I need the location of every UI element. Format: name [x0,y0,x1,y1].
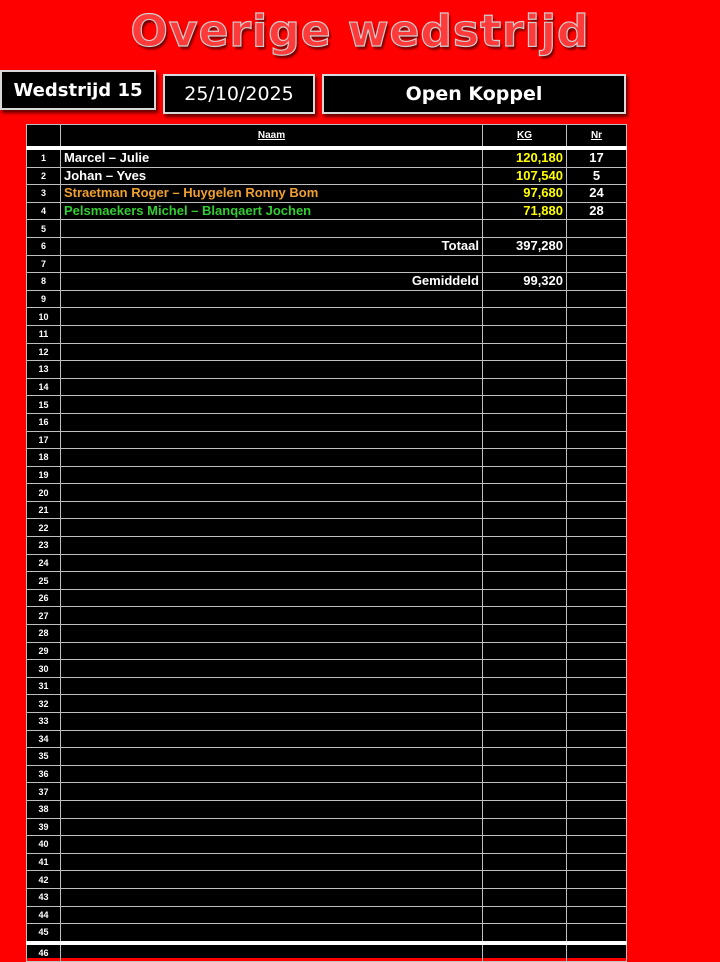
table-row [27,237,627,255]
row-name [61,765,483,783]
table-row [27,273,627,291]
results-table [26,124,627,962]
row-nr [567,290,627,308]
row-name [61,783,483,801]
row-kg [483,413,567,431]
row-name [61,501,483,519]
row-number: 8 [27,273,61,291]
row-nr [567,413,627,431]
row-kg [483,888,567,906]
row-nr [567,519,627,537]
table-row [27,572,627,590]
row-number: 38 [27,800,61,818]
table-row [27,783,627,801]
table-row [27,148,627,167]
results-table-wrapper [26,124,626,958]
row-name [61,695,483,713]
row-kg: 107,540 [483,167,567,185]
table-row [27,888,627,906]
table-row [27,800,627,818]
row-nr: 24 [567,185,627,203]
row-number: 4 [27,202,61,220]
row-nr [567,308,627,326]
row-name [61,871,483,889]
row-number: 7 [27,255,61,273]
row-name [61,325,483,343]
row-nr [567,871,627,889]
row-number: 41 [27,853,61,871]
row-name [61,220,483,238]
row-kg [483,906,567,924]
table-row [27,378,627,396]
row-nr [567,431,627,449]
table-body [27,148,627,962]
row-number: 17 [27,431,61,449]
table-row [27,589,627,607]
row-nr [567,449,627,467]
row-number: 42 [27,871,61,889]
row-kg [483,396,567,414]
row-name [61,396,483,414]
row-name [61,413,483,431]
row-name [61,800,483,818]
row-name [61,677,483,695]
row-nr [567,924,627,943]
row-name [61,572,483,590]
row-name [61,642,483,660]
row-number: 40 [27,836,61,854]
row-nr [567,642,627,660]
match-category: Open Koppel [322,74,626,114]
row-kg [483,572,567,590]
row-kg [483,730,567,748]
table-row [27,185,627,203]
table-row [27,167,627,185]
table-row [27,924,627,943]
row-nr [567,554,627,572]
row-kg [483,783,567,801]
table-row [27,361,627,379]
row-number: 26 [27,589,61,607]
row-name [61,484,483,502]
row-name [61,748,483,766]
row-nr [567,343,627,361]
row-number: 13 [27,361,61,379]
row-number: 27 [27,607,61,625]
row-name [61,255,483,273]
row-name: Gemiddeld [61,273,483,291]
row-name [61,625,483,643]
table-row [27,484,627,502]
row-number: 20 [27,484,61,502]
row-nr [567,765,627,783]
header-naam: Naam [61,125,483,149]
row-number: 39 [27,818,61,836]
row-nr: 17 [567,148,627,167]
row-number: 32 [27,695,61,713]
row-name [61,343,483,361]
row-number: 9 [27,290,61,308]
row-nr [567,800,627,818]
row-nr: 5 [567,167,627,185]
page-title: Overige wedstrijd [130,6,590,57]
row-kg [483,748,567,766]
row-nr [567,888,627,906]
row-kg [483,871,567,889]
table-row [27,466,627,484]
row-number: 15 [27,396,61,414]
table-row [27,255,627,273]
row-number: 31 [27,677,61,695]
row-name [61,906,483,924]
row-name: Johan – Yves [61,167,483,185]
row-number: 14 [27,378,61,396]
table-row [27,695,627,713]
table-row [27,396,627,414]
row-kg [483,466,567,484]
table-row [27,325,627,343]
row-name: Totaal [61,237,483,255]
row-nr [567,730,627,748]
table-row [27,290,627,308]
row-nr [567,255,627,273]
table-row [27,625,627,643]
row-nr [567,607,627,625]
table-row [27,677,627,695]
row-nr [567,748,627,766]
row-kg [483,501,567,519]
row-number: 25 [27,572,61,590]
table-row [27,642,627,660]
row-number: 34 [27,730,61,748]
table-row [27,554,627,572]
row-kg: 99,320 [483,273,567,291]
row-number: 21 [27,501,61,519]
row-nr [567,695,627,713]
row-kg [483,642,567,660]
table-row [27,906,627,924]
table-row [27,748,627,766]
row-number: 1 [27,148,61,167]
row-name [61,537,483,555]
table-row [27,519,627,537]
row-name: Marcel – Julie [61,148,483,167]
row-nr [567,484,627,502]
row-name [61,924,483,943]
row-kg [483,677,567,695]
table-row [27,836,627,854]
row-name [61,943,483,962]
row-nr [567,325,627,343]
row-number: 22 [27,519,61,537]
row-nr [567,853,627,871]
row-kg [483,800,567,818]
table-row [27,537,627,555]
row-number: 19 [27,466,61,484]
row-number: 10 [27,308,61,326]
row-nr [567,396,627,414]
row-nr [567,237,627,255]
row-name [61,378,483,396]
row-number: 29 [27,642,61,660]
table-row [27,449,627,467]
table-row [27,501,627,519]
row-nr [567,537,627,555]
row-nr [567,572,627,590]
row-number: 35 [27,748,61,766]
row-kg [483,713,567,731]
row-kg [483,537,567,555]
table-row [27,220,627,238]
row-name [61,607,483,625]
row-name [61,888,483,906]
row-kg [483,220,567,238]
row-name [61,361,483,379]
row-kg: 397,280 [483,237,567,255]
row-name [61,818,483,836]
row-nr [567,713,627,731]
row-kg [483,325,567,343]
row-number: 36 [27,765,61,783]
row-nr [567,220,627,238]
header-kg: KG [483,125,567,149]
table-row [27,660,627,678]
row-kg: 120,180 [483,148,567,167]
row-name [61,449,483,467]
row-name [61,660,483,678]
row-name: Straetman Roger – Huygelen Ronny Bom [61,185,483,203]
row-kg: 97,680 [483,185,567,203]
header-nr: Nr [567,125,627,149]
row-name [61,730,483,748]
row-nr [567,378,627,396]
row-number: 30 [27,660,61,678]
table-row [27,308,627,326]
table-row [27,431,627,449]
row-kg [483,255,567,273]
row-kg [483,484,567,502]
row-name [61,713,483,731]
table-row [27,343,627,361]
row-kg [483,361,567,379]
row-name [61,466,483,484]
row-number: 33 [27,713,61,731]
row-nr [567,589,627,607]
row-nr [567,660,627,678]
table-header-row [27,125,627,149]
row-kg [483,695,567,713]
row-number: 3 [27,185,61,203]
row-nr [567,273,627,291]
table-row [27,853,627,871]
row-kg [483,836,567,854]
row-number: 23 [27,537,61,555]
row-kg [483,378,567,396]
row-kg [483,290,567,308]
row-nr [567,818,627,836]
header-num [27,125,61,149]
table-row [27,713,627,731]
table-row [27,202,627,220]
table-row [27,943,627,962]
row-kg [483,818,567,836]
row-number: 28 [27,625,61,643]
row-name [61,431,483,449]
row-name [61,853,483,871]
row-number: 43 [27,888,61,906]
table-row [27,765,627,783]
row-kg [483,449,567,467]
row-name [61,589,483,607]
row-number: 16 [27,413,61,431]
table-row [27,607,627,625]
row-kg [483,765,567,783]
row-name [61,519,483,537]
table-row [27,730,627,748]
row-nr [567,836,627,854]
row-number: 11 [27,325,61,343]
row-number: 24 [27,554,61,572]
table-row [27,413,627,431]
row-nr: 28 [567,202,627,220]
row-kg [483,431,567,449]
row-nr [567,625,627,643]
row-kg [483,607,567,625]
row-name [61,836,483,854]
row-name [61,290,483,308]
row-name [61,308,483,326]
row-kg [483,554,567,572]
row-nr [567,943,627,962]
row-nr [567,466,627,484]
row-number: 6 [27,237,61,255]
row-kg [483,519,567,537]
row-kg [483,625,567,643]
row-kg: 71,880 [483,202,567,220]
row-nr [567,677,627,695]
row-nr [567,501,627,519]
row-number: 2 [27,167,61,185]
row-kg [483,853,567,871]
row-kg [483,924,567,943]
row-number: 5 [27,220,61,238]
row-number: 46 [27,943,61,962]
row-nr [567,783,627,801]
row-kg [483,308,567,326]
table-row [27,818,627,836]
row-kg [483,343,567,361]
row-kg [483,943,567,962]
row-number: 44 [27,906,61,924]
row-nr [567,906,627,924]
row-number: 45 [27,924,61,943]
row-nr [567,361,627,379]
match-date: 25/10/2025 [163,74,315,114]
row-kg [483,589,567,607]
match-label: Wedstrijd 15 [0,70,156,110]
row-name [61,554,483,572]
row-number: 12 [27,343,61,361]
row-number: 18 [27,449,61,467]
table-row [27,871,627,889]
row-name: Pelsmaekers Michel – Blanqaert Jochen [61,202,483,220]
row-kg [483,660,567,678]
row-number: 37 [27,783,61,801]
